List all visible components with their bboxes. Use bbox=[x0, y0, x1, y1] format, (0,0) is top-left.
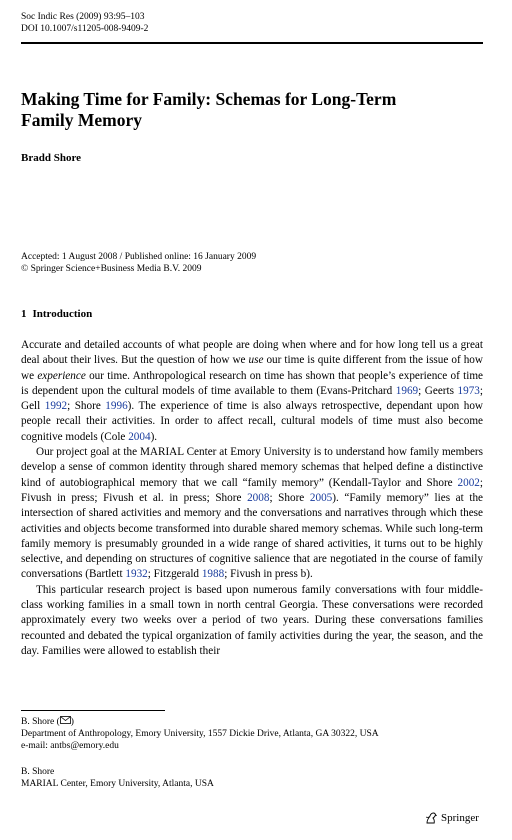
copyright-line: © Springer Science+Business Media B.V. 2009 bbox=[21, 264, 202, 274]
citation-link[interactable]: 2008 bbox=[247, 491, 270, 504]
accepted-line: Accepted: 1 August 2008 / Published online: 16 January 2009 bbox=[21, 252, 257, 262]
footnote-rule bbox=[21, 710, 165, 711]
author-name: Bradd Shore bbox=[21, 152, 82, 164]
paragraph-text: ; Geerts bbox=[418, 384, 458, 397]
citation-link[interactable]: 2005 bbox=[309, 491, 333, 504]
paragraph-text: Accurate and detailed accounts of what people are doing when where and for how long tell us a great deal about their lives. But the question of how we bbox=[21, 339, 483, 367]
header-rule bbox=[21, 42, 483, 44]
paragraph-text: ; Shore bbox=[269, 491, 310, 504]
paragraph-text: ). bbox=[150, 430, 158, 443]
journal-citation: Soc Indic Res (2009) 93:95–103 bbox=[21, 12, 145, 22]
paragraph-3 bbox=[21, 583, 483, 659]
doi: DOI 10.1007/s11205-008-9409-2 bbox=[21, 24, 149, 34]
paragraph-text: ; Fivush in press; Fivush et al. in press; Shore bbox=[21, 476, 483, 504]
paragraph-text: Our project goal at the MARIAL Center at Emory University is to understand how family members develop a sense of common identity through shared memory schemas that helped define a distinctive kind of autobiographical memory that we call “family memory” (Kendall-Taylor and Shore bbox=[21, 446, 483, 489]
section-number: 1 bbox=[21, 308, 27, 320]
title-line-2: Family Memory bbox=[21, 110, 142, 130]
publisher-logo bbox=[424, 811, 479, 825]
paragraph-2 bbox=[21, 445, 483, 583]
paragraph-text: our time. Anthropological research on time has shown that people’s experience of time is dependent upon the cultural models of time available to them (Evans-Pritchard bbox=[21, 369, 484, 397]
publication-dates bbox=[21, 251, 256, 275]
paper-title bbox=[21, 89, 481, 131]
paragraph-text: ). “Family memory” lies at the intersection of shared activities and memory and the conversations and narratives through which these activities and objects become transformed into durable shared memory schemas. While such long-term family memory is presumably grounded in a wide range of shared activities, it turns out to be highly selective, and depending on structures of cognitive salience that are negotiated in the course of family conversations (Bartlett bbox=[21, 491, 483, 581]
citation-link[interactable]: 1996 bbox=[105, 400, 128, 413]
publisher-name: Springer bbox=[441, 812, 479, 824]
citation-link[interactable]: 1973 bbox=[457, 384, 480, 397]
author-affiliation-1: B. Shore ( ) Department of Anthropology, Emory University, 1557 Dickie Drive, Atlanta, GA 30322, USA e-mail: antbs@emory.edu bbox=[21, 717, 379, 751]
citation-link[interactable]: 1969 bbox=[395, 384, 419, 397]
footnote-address-2: MARIAL Center, Emory University, Atlanta, USA bbox=[21, 779, 214, 789]
section-heading bbox=[21, 308, 92, 320]
paragraph-1 bbox=[21, 338, 483, 445]
body-text bbox=[21, 338, 483, 659]
springer-horse-icon bbox=[424, 811, 438, 825]
paragraph-text: ). The experience of time is also always retrospective, dependant upon how people recall their activities. In order to affect recall, cultural models of time must also become cognitive models (Cole bbox=[21, 400, 484, 443]
citation-link[interactable]: 2002 bbox=[457, 476, 480, 489]
footnote-author-2: B. Shore bbox=[21, 767, 55, 777]
envelope-icon bbox=[60, 716, 71, 728]
citation-link[interactable]: 1992 bbox=[44, 400, 68, 413]
paragraph-text: This particular research project is based upon numerous family conversations with four middle-class working families in a small town in north central Georgia. These conversations were recorded approximately every two weeks over a period of two years. During these conversations families recounted and debated the typical organization of family activities during the year, the season, and the day. Families were allowed to establish their bbox=[21, 583, 483, 657]
paragraph-text: ; Fivush in press b). bbox=[224, 568, 313, 581]
emphasis-text: experience bbox=[37, 369, 86, 382]
citation-link[interactable]: 1988 bbox=[201, 568, 225, 581]
citation-link[interactable]: 2004 bbox=[128, 430, 151, 443]
section-title: Introduction bbox=[32, 308, 93, 320]
title-line-1: Making Time for Family: Schemas for Long-Term bbox=[21, 89, 397, 109]
author-affiliation-2 bbox=[21, 766, 214, 790]
paragraph-text: ; Fitzgerald bbox=[147, 568, 202, 581]
citation-link[interactable]: 1932 bbox=[125, 568, 148, 581]
emphasis-text: use bbox=[248, 354, 264, 367]
footnote-author-1: B. Shore bbox=[21, 717, 55, 727]
paragraph-text: our time is quite different from the issue of how we bbox=[21, 354, 483, 382]
footnote-address-1: Department of Anthropology, Emory University, 1557 Dickie Drive, Atlanta, GA 30322, USA bbox=[21, 729, 379, 739]
journal-header bbox=[21, 11, 148, 35]
paragraph-text: ; Gell bbox=[21, 384, 483, 413]
paragraph-text: ; Shore bbox=[67, 400, 106, 413]
footnote-email[interactable]: e-mail: antbs@emory.edu bbox=[21, 741, 119, 751]
